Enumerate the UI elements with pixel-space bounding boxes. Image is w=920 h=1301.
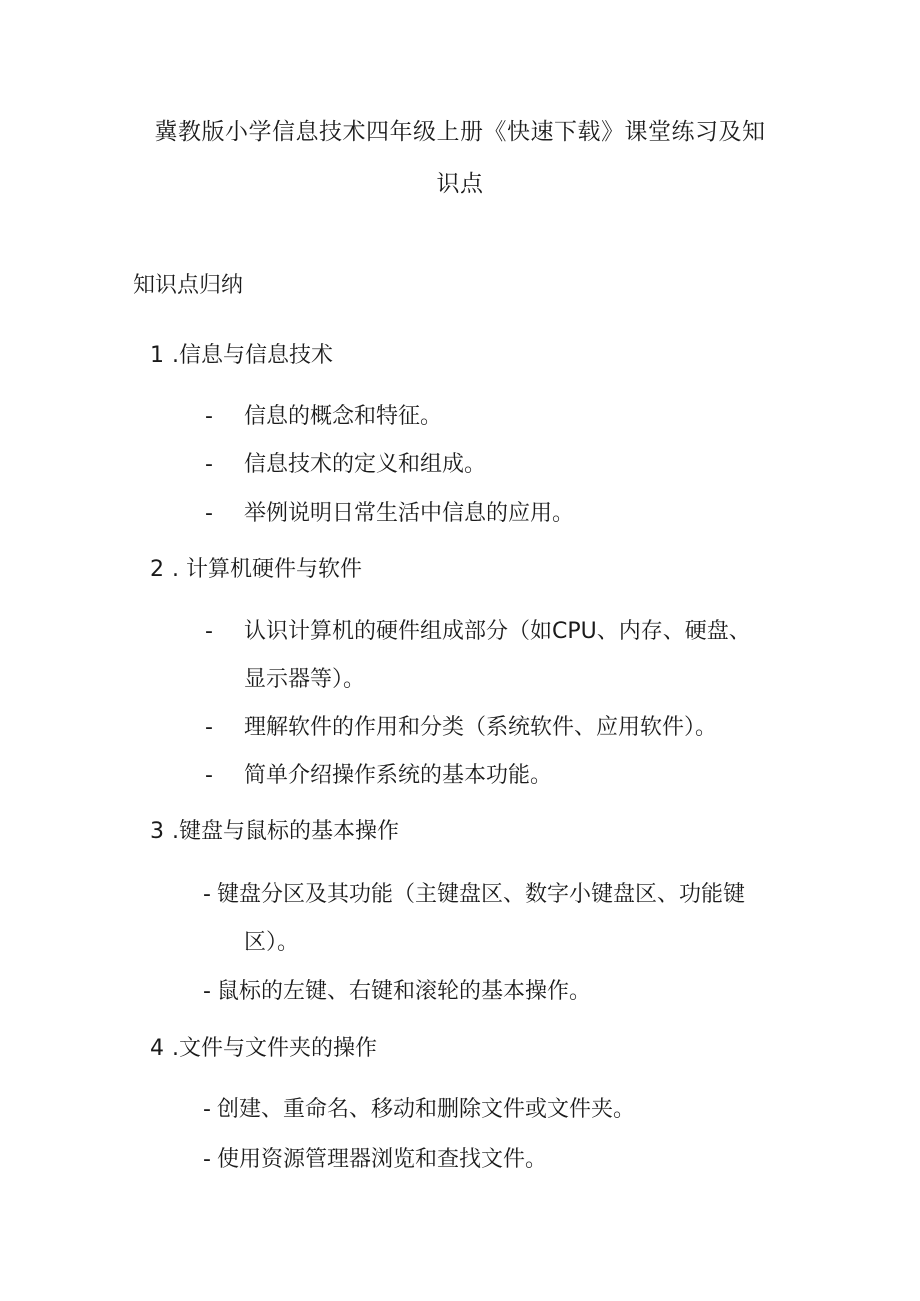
title-line-1: 冀教版小学信息技术四年级上册《快速下载》课堂练习及知 xyxy=(154,119,766,145)
dash-marker: - xyxy=(203,882,211,907)
section-4-title xyxy=(150,1031,377,1067)
dash-marker: - xyxy=(205,452,213,477)
list-item-text: 键盘分区及其功能（主键盘区、数字小键盘区、功能键 xyxy=(217,882,746,907)
dash-marker: - xyxy=(205,763,213,788)
list-item-text: 信息的概念和特征。 xyxy=(244,404,443,429)
list-item-text: 创建、重命名、移动和删除文件或文件夹。 xyxy=(217,1097,636,1122)
section-title-text: .信息与信息技术 xyxy=(172,343,333,368)
section-number: 4 xyxy=(150,1036,164,1061)
dash-marker: - xyxy=(205,619,213,644)
dash-marker: - xyxy=(203,979,211,1004)
list-item-text: 鼠标的左键、右键和滚轮的基本操作。 xyxy=(217,979,592,1004)
section-2-title xyxy=(150,552,362,588)
list-item-text: 信息技术的定义和组成。 xyxy=(244,452,487,477)
section-title-text: .文件与文件夹的操作 xyxy=(172,1036,377,1061)
dash-marker: - xyxy=(205,715,213,740)
list-item-text: 认识计算机的硬件组成部分（如CPU、内存、硬盘、 xyxy=(244,619,751,644)
dash-marker: - xyxy=(205,501,213,526)
list-item-continuation: 显示器等）。 xyxy=(244,667,366,692)
title-line-2: 识点 xyxy=(436,171,484,197)
list-item-text: 理解软件的作用和分类（系统软件、应用软件）。 xyxy=(244,715,718,740)
list-item-text: 简单介绍操作系统的基本功能。 xyxy=(244,763,553,788)
section-1-title xyxy=(150,338,333,374)
list-item-text: 举例说明日常生活中信息的应用。 xyxy=(244,501,575,526)
section-title-text: . 计算机硬件与软件 xyxy=(172,557,362,582)
section-number: 1 xyxy=(150,343,164,368)
section-number: 2 xyxy=(150,557,164,582)
dash-marker: - xyxy=(203,1147,211,1172)
section-3-title xyxy=(150,814,399,850)
dash-marker: - xyxy=(205,404,213,429)
dash-marker: - xyxy=(203,1097,211,1122)
section-heading: 知识点归纳 xyxy=(133,273,244,298)
list-item-text: 使用资源管理器浏览和查找文件。 xyxy=(217,1147,548,1172)
list-item-continuation: 区）。 xyxy=(244,930,300,955)
document-title xyxy=(140,106,780,210)
section-title-text: .键盘与鼠标的基本操作 xyxy=(172,819,399,844)
section-number: 3 xyxy=(150,819,164,844)
